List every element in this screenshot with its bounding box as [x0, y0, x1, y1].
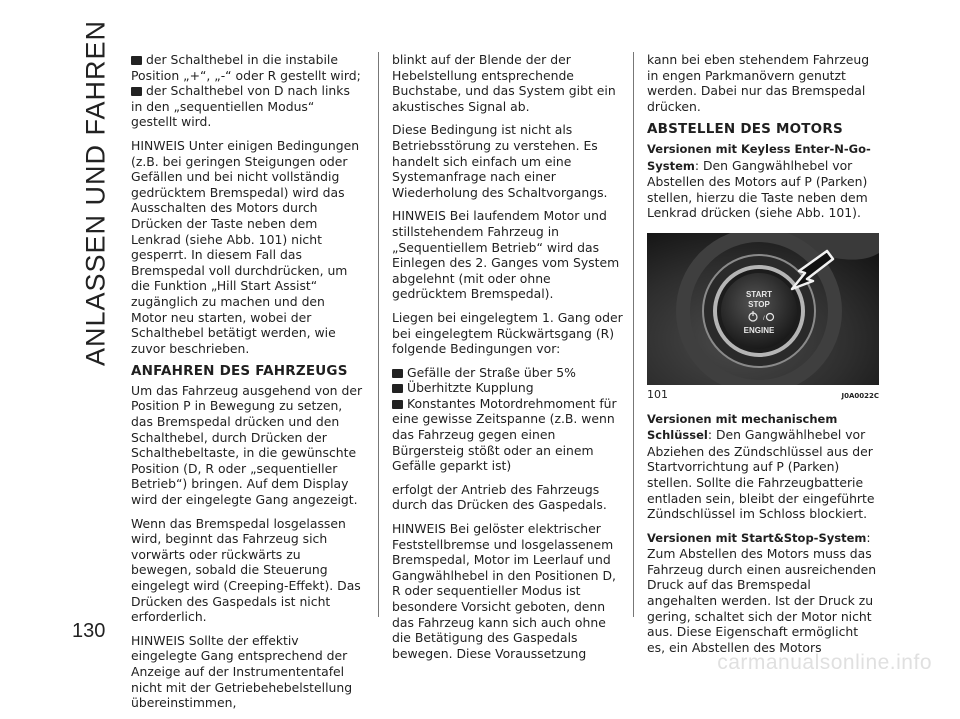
section-heading: ANFAHREN DES FAHRZEUGS: [131, 363, 348, 380]
text-column-2: [392, 52, 626, 669]
svg-text:/: /: [763, 315, 765, 322]
watermark: carmanualsonline.info: [717, 651, 932, 674]
section-heading: ABSTELLEN DES MOTORS: [647, 121, 843, 138]
figure-start-stop-button: [647, 233, 879, 385]
body-paragraph: Wenn das Bremspedal losgelassen wird, beginnt das Fahrzeug sich vorwärts oder rückwärts zu bewegen, sobald die Steuerung eingelegt wird (Creeping-Effekt). Das Drücken des Gaspedals ist nicht erforderlich.: [131, 515, 361, 625]
figure-caption: [647, 387, 879, 405]
button-label-engine: ENGINE: [743, 325, 775, 335]
figure-code: J0A0022C: [841, 391, 879, 400]
bullet-item: [392, 380, 626, 396]
bullet-item: [131, 52, 363, 83]
bullet-text: Überhitzte Kupplung: [407, 380, 534, 396]
note-paragraph: HINWEIS Sollte der effektiv eingelegte Gang entsprechend der Anzeige auf der Instrumententafel nicht mit der Getriebehebelstellung übereinstimmen,: [131, 632, 353, 711]
bullet-text: der Schalthebel von D nach links in den „sequentiellen Modus“ gestellt wird.: [131, 83, 350, 130]
column-divider: [378, 52, 379, 617]
version-lead: Versionen mit mechanischem Schlüssel: [647, 411, 838, 443]
bullet-square-icon: [392, 369, 403, 378]
button-label-start: START: [745, 289, 773, 299]
version-lead: Versionen mit Keyless Enter-N-Go-System: [647, 141, 871, 173]
version-text: : Den Gangwählhebel vor Abstellen des Motors auf P (Parken) stellen, hierzu die Taste neben dem Lenkrad drücken (siehe Abb. 101).: [647, 157, 868, 221]
column-divider: [633, 52, 634, 617]
section-sidebar-title: [74, 19, 118, 367]
page-number: 130: [72, 620, 106, 642]
bullet-text: der Schalthebel in die instabile Position „+“, „-“ oder R gestellt wird;: [131, 52, 361, 83]
note-paragraph: HINWEIS Unter einigen Bedingungen (z.B. bei geringen Steigungen oder Gefällen und bei nicht vollständig gedrücktem Bremspedal) wird das Ausschalten des Motors durch Drücken der Taste neben dem Lenkrad (siehe Abb. 101) nicht gesperrt. In diesem Fall das Bremspedal voll durchdrücken, um die Funktion „Hill Start Assist“ zugänglich zu machen und den Motor neu starten, wobei der Schalthebel betätigt werden, wie zuvor beschrieben.: [131, 137, 360, 356]
note-paragraph: HINWEIS Bei gelöster elektrischer Feststellbremse und losgelassenem Bremspedal, Motor im Leerlauf und Gangwählhebel in den Positionen D, R oder sequentieller Modus ist besondere Vorsicht geboten, denn das Fahrzeug kann sich auch ohne die Betätigung des Gaspedals bewegen. Diese Voraussetzung: [392, 521, 616, 661]
bullet-item: [392, 396, 626, 474]
body-paragraph: Liegen bei eingelegtem 1. Gang oder bei eingelegtem Rückwärtsgang (R) folgende Bedingungen vor:: [392, 309, 623, 357]
bullet-text: Gefälle der Straße über 5%: [407, 364, 576, 380]
body-paragraph: [647, 530, 879, 656]
start-stop-photo: [647, 233, 879, 385]
bullet-square-icon: [392, 400, 403, 409]
bullet-item: [131, 83, 363, 130]
version-lead: Versionen mit Start&Stop-System: [647, 530, 867, 545]
version-text: : Zum Abstellen des Motors muss das Fahrzeug durch einen ausreichenden Druck auf das Bremspedal angehalten werden. Ist der Druck zu gering, schaltet sich der Motor nicht aus. Diese Eigenschaft ermöglicht es, ein Abstellen des Motors: [647, 529, 877, 655]
bullet-text: Konstantes Motordrehmoment für eine gewisse Zeitspanne (z.B. wenn das Fahrzeug gegen einen Bürgersteig stößt oder an einem Gefälle geparkt ist): [392, 395, 617, 474]
body-paragraph: Um das Fahrzeug ausgehend von der Position P in Bewegung zu setzen, das Bremspedal drücken und den Schalthebel, durch Drücken der Schalthebeltaste, in die gewünschte Position (D, R oder „sequentieller Betrieb“) bringen. Auf dem Display wird der eingelegte Gang angezeigt.: [131, 382, 363, 508]
button-label-stop: STOP: [748, 299, 770, 309]
body-paragraph: kann bei eben stehendem Fahrzeug in engen Parkmanövern genutzt werden. Dabei nur das Bremspedal drücken.: [647, 52, 870, 114]
text-column-1: [131, 52, 363, 719]
note-paragraph: HINWEIS Bei laufendem Motor und stillstehendem Fahrzeug in „Sequentiellem Betrieb“ wird das Einlegen des 2. Ganges vom System abgelehnt (mit oder ohne gedrücktem Bremspedal).: [392, 208, 620, 302]
body-paragraph: Diese Bedingung ist nicht als Betriebsstörung zu verstehen. Es handelt sich einfach um eine Systemanfrage nach einer Wiederholung des Schaltvorgangs.: [392, 122, 608, 200]
bullet-square-icon: [392, 384, 403, 393]
body-paragraph: [647, 411, 879, 522]
bullet-item: [392, 365, 626, 381]
bullet-square-icon: [131, 56, 142, 65]
body-paragraph: blinkt auf der Blende der der Hebelstellung entsprechende Buchstabe, und das System gibt ein akustisches Signal ab.: [392, 52, 616, 114]
body-paragraph: erfolgt der Antrieb des Fahrzeugs durch das Drücken des Gaspedals.: [392, 481, 607, 513]
body-paragraph: [647, 141, 879, 221]
section-title-text: ANLASSEN UND FAHREN: [80, 19, 111, 367]
version-text: : Den Gangwählhebel vor Abziehen des Zündschlüssel aus der Startvorrichtung auf P (Parken) stellen. Sollte die Fahrzeugbatterie entladen sein, bleibt der eingeführte Zündschlüssel im Schloss blockiert.: [647, 427, 875, 522]
figure-number: 101: [647, 387, 668, 401]
bullet-square-icon: [131, 87, 142, 96]
text-column-3: [647, 52, 879, 663]
